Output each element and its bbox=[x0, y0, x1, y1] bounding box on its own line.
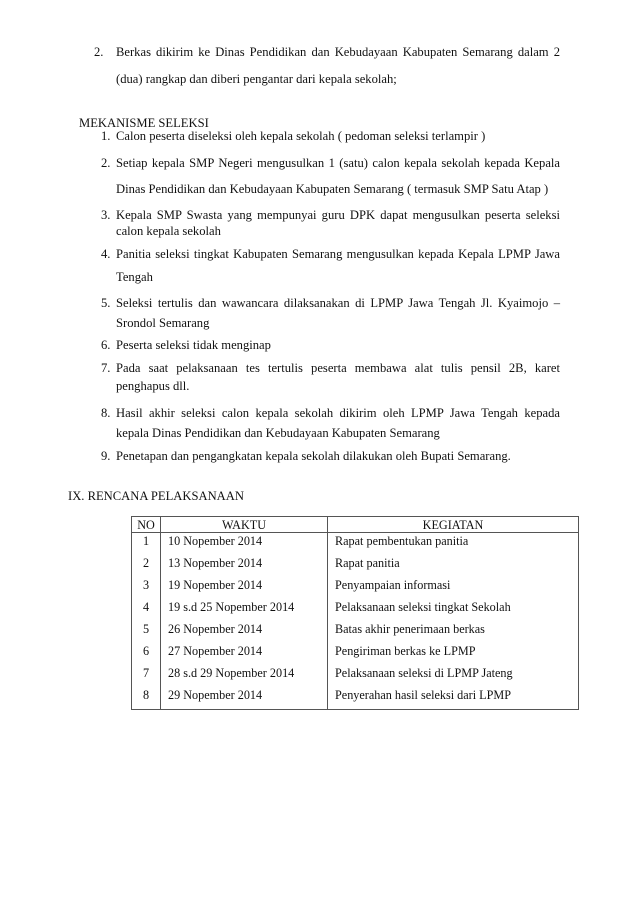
row-no: 7 bbox=[132, 665, 161, 687]
row-kegiatan: Rapat pembentukan panitia bbox=[328, 533, 579, 556]
mekanisme-item-2-line-2: Dinas Pendidikan dan Kebudayaan Kabupaten Semarang ( termasuk SMP Satu Atap ) bbox=[116, 182, 549, 196]
row-no: 5 bbox=[132, 621, 161, 643]
row-no: 8 bbox=[132, 687, 161, 710]
row-kegiatan: Pelaksanaan seleksi di LPMP Jateng bbox=[328, 665, 579, 687]
schedule-table bbox=[131, 516, 579, 710]
mekanisme-item-7-number: 7. bbox=[101, 361, 111, 375]
table-row bbox=[132, 577, 579, 599]
row-kegiatan: Rapat panitia bbox=[328, 555, 579, 577]
rencana-heading: IX. RENCANA PELAKSANAAN bbox=[68, 489, 244, 503]
row-no: 6 bbox=[132, 643, 161, 665]
mekanisme-item-6-line-1: Peserta seleksi tidak menginap bbox=[116, 338, 271, 352]
mekanisme-item-8-line-2: kepala Dinas Pendidikan dan Kebudayaan Kabupaten Semarang bbox=[116, 426, 440, 440]
row-waktu: 13 Nopember 2014 bbox=[161, 555, 328, 577]
mekanisme-item-1-line-1: Calon peserta diseleksi oleh kepala sekolah ( pedoman seleksi terlampir ) bbox=[116, 129, 486, 143]
mekanisme-item-4-number: 4. bbox=[101, 247, 111, 261]
row-kegiatan: Pengiriman berkas ke LPMP bbox=[328, 643, 579, 665]
row-kegiatan: Pelaksanaan seleksi tingkat Sekolah bbox=[328, 599, 579, 621]
mekanisme-item-7-line-2: penghapus dll. bbox=[116, 379, 190, 393]
row-no: 2 bbox=[132, 555, 161, 577]
mekanisme-item-7-line-1: Pada saat pelaksanaan tes tertulis peserta membawa alat tulis pensil 2B, karet bbox=[116, 361, 560, 375]
intro-item-line-2: (dua) rangkap dan diberi pengantar dari kepala sekolah; bbox=[116, 72, 397, 86]
row-waktu: 27 Nopember 2014 bbox=[161, 643, 328, 665]
mekanisme-item-4-line-2: Tengah bbox=[116, 270, 153, 284]
intro-item-line-1: Berkas dikirim ke Dinas Pendidikan dan Kebudayaan Kabupaten Semarang dalam 2 bbox=[116, 45, 560, 59]
table-row bbox=[132, 665, 579, 687]
mekanisme-item-3-line-2: calon kepala sekolah bbox=[116, 224, 221, 238]
table-row bbox=[132, 643, 579, 665]
mekanisme-item-3-number: 3. bbox=[101, 208, 111, 222]
mekanisme-item-6-number: 6. bbox=[101, 338, 111, 352]
mekanisme-item-1-number: 1. bbox=[101, 129, 111, 143]
mekanisme-item-9-line-1: Penetapan dan pengangkatan kepala sekolah dilakukan oleh Bupati Semarang. bbox=[116, 449, 511, 463]
row-waktu: 19 Nopember 2014 bbox=[161, 577, 328, 599]
mekanisme-item-5-number: 5. bbox=[101, 296, 111, 310]
table-row bbox=[132, 533, 579, 556]
mekanisme-item-9-number: 9. bbox=[101, 449, 111, 463]
intro-item-number: 2. bbox=[94, 45, 104, 59]
row-no: 4 bbox=[132, 599, 161, 621]
row-no: 3 bbox=[132, 577, 161, 599]
table-row bbox=[132, 599, 579, 621]
mekanisme-item-2-number: 2. bbox=[101, 156, 111, 170]
row-no: 1 bbox=[132, 533, 161, 556]
row-waktu: 19 s.d 25 Nopember 2014 bbox=[161, 599, 328, 621]
table-row bbox=[132, 687, 579, 710]
mekanisme-item-3-line-1: Kepala SMP Swasta yang mempunyai guru DPK dapat mengusulkan peserta seleksi bbox=[116, 208, 560, 222]
header-no: NO bbox=[132, 517, 161, 533]
mekanisme-item-5-line-2: Srondol Semarang bbox=[116, 316, 210, 330]
schedule-header-row bbox=[132, 517, 579, 533]
mekanisme-heading: MEKANISME SELEKSI bbox=[79, 116, 209, 130]
row-kegiatan: Penyampaian informasi bbox=[328, 577, 579, 599]
row-waktu: 28 s.d 29 Nopember 2014 bbox=[161, 665, 328, 687]
row-waktu: 10 Nopember 2014 bbox=[161, 533, 328, 556]
row-waktu: 29 Nopember 2014 bbox=[161, 687, 328, 710]
mekanisme-item-2-line-1: Setiap kepala SMP Negeri mengusulkan 1 (satu) calon kepala sekolah kepada Kepala bbox=[116, 156, 560, 170]
table-row bbox=[132, 555, 579, 577]
header-waktu: WAKTU bbox=[161, 517, 328, 533]
table-row bbox=[132, 621, 579, 643]
mekanisme-item-4-line-1: Panitia seleksi tingkat Kabupaten Semarang mengusulkan kepada Kepala LPMP Jawa bbox=[116, 247, 560, 261]
mekanisme-item-5-line-1: Seleksi tertulis dan wawancara dilaksanakan di LPMP Jawa Tengah Jl. Kyaimojo – bbox=[116, 296, 560, 310]
mekanisme-item-8-number: 8. bbox=[101, 406, 111, 420]
row-waktu: 26 Nopember 2014 bbox=[161, 621, 328, 643]
header-kegiatan: KEGIATAN bbox=[328, 517, 579, 533]
row-kegiatan: Penyerahan hasil seleksi dari LPMP bbox=[328, 687, 579, 710]
mekanisme-item-8-line-1: Hasil akhir seleksi calon kepala sekolah dikirim oleh LPMP Jawa Tengah kepada bbox=[116, 406, 560, 420]
row-kegiatan: Batas akhir penerimaan berkas bbox=[328, 621, 579, 643]
